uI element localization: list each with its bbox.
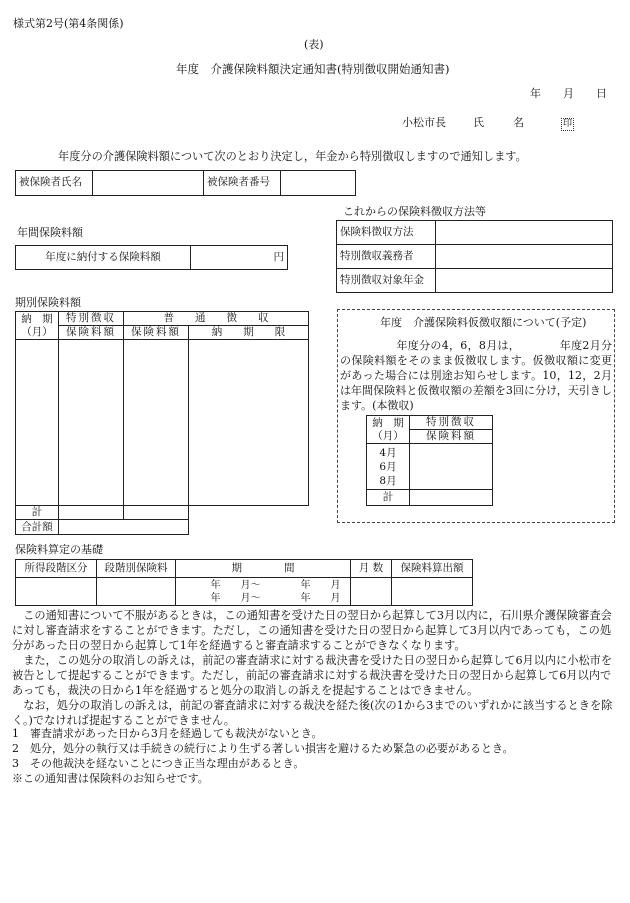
issuer-line: [402, 116, 574, 131]
insured-name-field[interactable]: [93, 171, 204, 196]
annual-premium-table: [15, 245, 288, 270]
mei-label: 名: [513, 116, 524, 129]
prov-period-header: 納 期 （月）: [367, 416, 410, 444]
total-label: 計: [16, 506, 59, 520]
method-field[interactable]: [436, 221, 613, 245]
basis-header-grade-premium: 段階別保険料: [97, 560, 176, 578]
period-cell: 年 月～ 年 月 年 月～ 年 月: [176, 578, 351, 606]
front-side-label: (表): [304, 38, 324, 51]
method-label: 保険料徴収方法: [337, 221, 436, 245]
method-heading: これからの保険料徴収方法等: [343, 205, 486, 218]
prov-premium-header: 保険料額: [410, 430, 493, 444]
empty-cell: [189, 520, 309, 535]
basis-header-period: 期 間: [176, 560, 351, 578]
provisional-body: 年度分の4，6，8月は， 年度2月分の保険料額をそのまま仮徴収します。仮徴収額に変更があった場合には別途お知らせします。10，12，2月は年間保険料と仮徴収額の差額を3回に分け，天引きします。(本徴収): [340, 339, 612, 412]
mayor-label: 小松市長: [402, 116, 446, 129]
intro-text: 年度分の介護保険料額について次のとおり決定し，年金から特別徴収しますので通知します。: [58, 150, 527, 163]
annual-premium-label: 年度に納付する保険料額: [16, 246, 191, 270]
calculated-cell: [392, 578, 473, 606]
withholding-agent-label: 特別徴収義務者: [337, 245, 436, 269]
basis-header-income-grade: 所得段階区分: [16, 560, 97, 578]
months-cell: [351, 578, 392, 606]
date-line: 年 月 日: [530, 87, 607, 100]
special-total-cell: [59, 506, 124, 520]
lawsuit-note: また，この処分の取消しの訴えは，前記の審査請求に対する裁決書を受けた日の翌日から起算して6月以内に小松市を被告として提起することができます。ただし，前記の審査請求に対する裁決書を受けた日の翌日から起算して6月以内であっても，裁決の日から1年を経過すると処分の取消しの訴えを提起することはできません。: [12, 654, 613, 697]
due-date-cells: [189, 340, 309, 506]
withholding-agent-field[interactable]: [436, 245, 613, 269]
target-pension-label: 特別徴収対象年金: [337, 269, 436, 293]
exception-note: なお，処分の取消しの訴えは，前記の審査請求に対する裁決を経た後(次の1から3までのいずれかに該当するときを除く。)でなければ提起することができません。: [12, 699, 613, 727]
insured-table: [15, 170, 356, 196]
due-date-header: 納 期 限: [189, 326, 309, 340]
basis-header-calculated: 保険料算出額: [392, 560, 473, 578]
grand-total-cell: [59, 520, 189, 535]
prov-total-cell: [410, 490, 493, 506]
exception-item-3: 3 その他裁決を経ないことにつき正当な理由があるとき。: [12, 757, 305, 770]
shi-label: 氏: [473, 116, 484, 129]
target-pension-field[interactable]: [436, 269, 613, 293]
exception-item-2: 2 処分，処分の執行又は手続きの続行により生ずる著しい損害を避けるため緊急の必要があるとき。: [12, 742, 514, 755]
periodic-table: [15, 311, 309, 535]
yen-unit: 円: [273, 250, 284, 263]
ordinary-premium-header: 保険料額: [124, 326, 189, 340]
provisional-title: 年度 介護保険料仮徴収額について(予定): [380, 316, 587, 329]
basis-header-months: 月 数: [351, 560, 392, 578]
prov-amount-cell: [410, 444, 493, 490]
appeal-note: この通知書について不服があるときは，この通知書を受けた日の翌日から起算して3月以内に，石川県介護保険審査会に対し審査請求をすることができます。ただし，この通知書を受けた日の翌日から起算して3月以内であっても，この処分があった日の翌日から起算して1年を経過すると審査請求することができなくなります。: [12, 609, 612, 652]
period-cells: [16, 340, 59, 506]
prov-total-label: 計: [367, 490, 410, 506]
basis-heading: 保険料算定の基礎: [15, 543, 103, 556]
special-premium-cells: [59, 340, 124, 506]
basis-table: [15, 559, 473, 606]
ordinary-collection-header: 普 通 徴 収: [124, 312, 309, 326]
seal-icon: 印: [562, 119, 572, 129]
income-grade-cell: [16, 578, 97, 606]
insured-number-field[interactable]: [281, 171, 356, 196]
insured-number-label: 被保険者番号: [204, 171, 281, 196]
special-premium-header: 保険料額: [59, 326, 124, 340]
special-collection-header: 特別徴収: [59, 312, 124, 326]
provisional-table: [366, 415, 493, 506]
footnote: ※この通知書は保険料のお知らせです。: [12, 772, 209, 785]
empty-cell: [189, 506, 309, 520]
document-title: 年度 介護保険料額決定通知書(特別徴収開始通知書): [176, 62, 450, 76]
grade-premium-cell: [97, 578, 176, 606]
period-header: 納 期 （月）: [16, 312, 59, 340]
prov-special-header: 特別徴収: [410, 416, 493, 430]
ordinary-total-cell: [124, 506, 189, 520]
method-table: [336, 220, 613, 293]
ordinary-premium-cells: [124, 340, 189, 506]
exception-item-1: 1 審査請求があった日から3月を経過しても裁決がないとき。: [12, 727, 323, 740]
periodic-heading: 期別保険料額: [15, 296, 81, 309]
grand-total-label: 合計額: [16, 520, 59, 535]
annual-premium-heading: 年間保険料額: [17, 226, 83, 239]
prov-months: 4月 6月 8月: [367, 444, 410, 490]
insured-name-label: 被保険者氏名: [16, 171, 93, 196]
annual-premium-field[interactable]: [191, 246, 288, 270]
form-number: 様式第2号(第4条関係): [13, 17, 124, 30]
